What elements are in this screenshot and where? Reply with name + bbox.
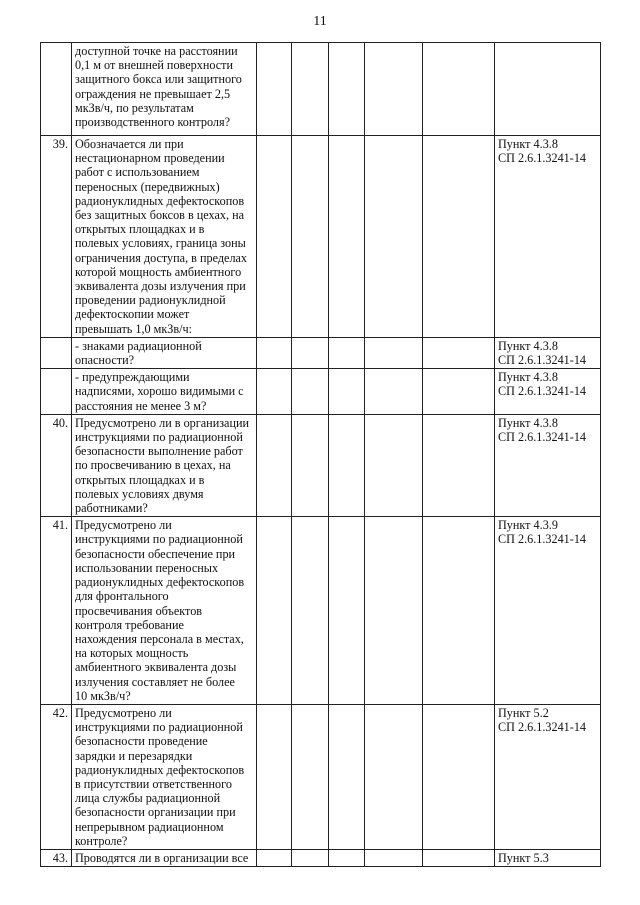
answer-cell-extra[interactable] <box>423 517 495 705</box>
answer-cell-na[interactable] <box>329 414 365 516</box>
question-text: - знаками радиационной опасности? <box>72 337 257 368</box>
table-row <box>41 704 601 849</box>
answer-cell-extra[interactable] <box>423 337 495 368</box>
answer-cell-yes[interactable] <box>257 337 292 368</box>
answer-cell-na[interactable] <box>329 337 365 368</box>
answer-cell-yes[interactable] <box>257 369 292 415</box>
answer-cell-note[interactable] <box>365 849 423 866</box>
table-row <box>41 414 601 516</box>
question-text: - предупреждающими надписями, хорошо видимыми с расстояния не менее 3 м? <box>72 369 257 415</box>
answer-cell-note[interactable] <box>365 704 423 849</box>
legal-reference: Пункт 4.3.9 СП 2.6.1.3241-14 <box>495 517 601 705</box>
table-row <box>41 369 601 415</box>
answer-cell-na[interactable] <box>329 517 365 705</box>
answer-cell-na[interactable] <box>329 43 365 136</box>
question-text: Предусмотрено ли инструкциями по радиационной безопасности обеспечение при использовании переносных радионуклидных дефектоскопов для фронтального просвечивания объектов контроля требование нахождения персонала в местах, на которых мощность амбиентного эквивалента дозы излучения составляет не более 10 мкЗв/ч? <box>72 517 257 705</box>
answer-cell-yes[interactable] <box>257 414 292 516</box>
legal-reference: Пункт 4.3.8 СП 2.6.1.3241-14 <box>495 136 601 338</box>
page-number: 11 <box>313 14 327 29</box>
answer-cell-note[interactable] <box>365 337 423 368</box>
row-number: 42. <box>41 704 72 849</box>
answer-cell-extra[interactable] <box>423 43 495 136</box>
answer-cell-na[interactable] <box>329 369 365 415</box>
answer-cell-yes[interactable] <box>257 517 292 705</box>
answer-cell-note[interactable] <box>365 517 423 705</box>
answer-cell-no[interactable] <box>292 43 329 136</box>
question-text: Предусмотрено ли инструкциями по радиационной безопасности проведение зарядки и перезарядки радионуклидных дефектоскопов в присутствии ответственного лица службы радиационной безопасности организации при непрерывном радиационном контроле? <box>72 704 257 849</box>
row-number: 43. <box>41 849 72 866</box>
answer-cell-no[interactable] <box>292 704 329 849</box>
row-number: 40. <box>41 414 72 516</box>
legal-reference: Пункт 4.3.8 СП 2.6.1.3241-14 <box>495 337 601 368</box>
answer-cell-no[interactable] <box>292 849 329 866</box>
question-text: Предусмотрено ли в организации инструкциями по радиационной безопасности выполнение работ по просвечиванию в цехах, на открытых площадках и в полевых условиях двумя работниками? <box>72 414 257 516</box>
table-row <box>41 43 601 136</box>
row-number <box>41 43 72 136</box>
answer-cell-yes[interactable] <box>257 43 292 136</box>
answer-cell-na[interactable] <box>329 704 365 849</box>
answer-cell-extra[interactable] <box>423 849 495 866</box>
answer-cell-yes[interactable] <box>257 704 292 849</box>
row-number <box>41 369 72 415</box>
table-row <box>41 849 601 866</box>
row-number <box>41 337 72 368</box>
answer-cell-yes[interactable] <box>257 136 292 338</box>
answer-cell-extra[interactable] <box>423 369 495 415</box>
row-number: 39. <box>41 136 72 338</box>
answer-cell-extra[interactable] <box>423 704 495 849</box>
answer-cell-note[interactable] <box>365 43 423 136</box>
question-text: Проводятся ли в организации все <box>72 849 257 866</box>
answer-cell-no[interactable] <box>292 517 329 705</box>
legal-reference: Пункт 5.2 СП 2.6.1.3241-14 <box>495 704 601 849</box>
answer-cell-no[interactable] <box>292 369 329 415</box>
answer-cell-yes[interactable] <box>257 849 292 866</box>
answer-cell-no[interactable] <box>292 414 329 516</box>
checklist-table <box>40 42 601 867</box>
table-row <box>41 136 601 338</box>
legal-reference <box>495 43 601 136</box>
answer-cell-no[interactable] <box>292 136 329 338</box>
answer-cell-note[interactable] <box>365 136 423 338</box>
question-text: доступной точке на расстоянии 0,1 м от внешней поверхности защитного бокса или защитного ограждения не превышает 2,5 мкЗв/ч, по результатам производственного контроля? <box>72 43 257 136</box>
answer-cell-no[interactable] <box>292 337 329 368</box>
table-row <box>41 337 601 368</box>
legal-reference: Пункт 4.3.8 СП 2.6.1.3241-14 <box>495 369 601 415</box>
answer-cell-note[interactable] <box>365 369 423 415</box>
question-text: Обозначается ли при нестационарном проведении работ с использованием переносных (передвижных) радионуклидных дефектоскопов без защитных боксов в цехах, на открытых площадках и в полевых условиях, граница зоны ограничения доступа, в пределах которой мощность амбиентного эквивалента дозы излучения при проведении радионуклидной дефектоскопии может превышать 1,0 мкЗв/ч: <box>72 136 257 338</box>
legal-reference: Пункт 5.3 <box>495 849 601 866</box>
answer-cell-na[interactable] <box>329 136 365 338</box>
answer-cell-note[interactable] <box>365 414 423 516</box>
answer-cell-extra[interactable] <box>423 414 495 516</box>
answer-cell-na[interactable] <box>329 849 365 866</box>
table-row <box>41 517 601 705</box>
row-number: 41. <box>41 517 72 705</box>
answer-cell-extra[interactable] <box>423 136 495 338</box>
legal-reference: Пункт 4.3.8 СП 2.6.1.3241-14 <box>495 414 601 516</box>
